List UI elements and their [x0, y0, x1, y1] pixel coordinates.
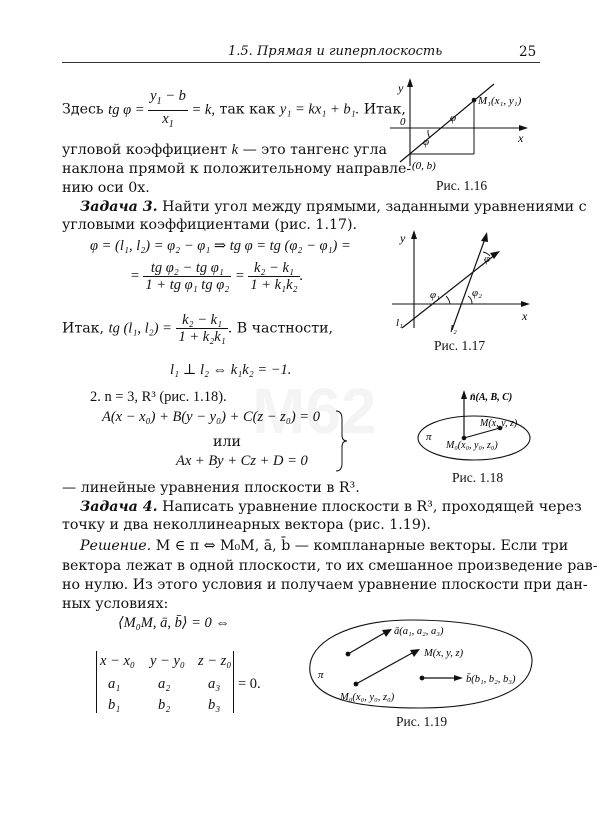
- page-number: 25: [519, 44, 537, 60]
- figure-1-18: [412, 386, 538, 468]
- fig117-line-l2: [452, 236, 486, 330]
- case2-eq-short: Ax + By + Cz + D = 0: [176, 453, 308, 469]
- task3-result-lhs: tg (l₁, l₂) =: [108, 320, 172, 337]
- task3-result-prefix: Итак,: [62, 320, 105, 337]
- block1-line4: нию оси 0x.: [62, 180, 150, 196]
- det-right-bar: [233, 651, 234, 713]
- fig117-y-arrow: [411, 230, 417, 239]
- fig116-label-m1: M₁(x₁, y₁): [478, 95, 522, 107]
- figure-1-19: [300, 612, 540, 714]
- case2-tail: — линейные уравнения плоскости в R³.: [62, 480, 360, 496]
- fig117-caption: Рис. 1.17: [434, 338, 486, 353]
- det-cell-0-1: y − y₀: [150, 653, 185, 669]
- solution-line2: вектора лежат в одной плоскости, то их смешанное произведение рав-: [62, 558, 598, 574]
- det-cell-2-0: b₁: [108, 697, 121, 713]
- fig119-label-a: ā(a₁, a₂, a₃): [394, 626, 444, 637]
- det-cell-2-2: b₃: [208, 697, 221, 713]
- block1-suffix: Итак,: [363, 101, 406, 118]
- block1-formula: tg φ = $\frac{y_1 - b}{x_1}$ = k,: [108, 102, 215, 118]
- task4-line2: точку и два неколлинеарных вектора (рис. 1.19).: [62, 517, 431, 533]
- det-cell-0-2: z − z₀: [198, 653, 232, 669]
- watermark: [252, 374, 377, 448]
- fig119-point-b-start: [420, 676, 425, 681]
- fig117-label-phi1: φ₁: [430, 289, 440, 301]
- fig116-caption: Рис. 1.16: [436, 178, 488, 193]
- fig118-label-m0: M₀(x₀, y₀, z₀): [446, 440, 498, 451]
- det-rhs: = 0.: [238, 676, 261, 692]
- fig117-label-l2: l₂: [450, 323, 457, 335]
- fig116-point-m1: [472, 98, 477, 103]
- fig118-label-n: n̄(A, B, C): [470, 392, 513, 403]
- block1-formula2: y₁ = kx₁ + b₁.: [279, 101, 360, 118]
- fig119-point-a-start: [346, 652, 351, 657]
- block1-line1: [62, 88, 406, 133]
- task3-frac1-den: 1 + tg φ₁ tg φ₂: [145, 277, 230, 293]
- fig119-vector-a: [348, 632, 386, 654]
- task3-frac1-num: tg φ₂ − tg φ₁: [143, 260, 231, 277]
- fig117-label-phi: φ: [484, 253, 491, 265]
- fig119-caption: Рис. 1.19: [396, 714, 448, 729]
- task3-label: Задача 3.: [80, 199, 158, 215]
- task4-label: Задача 4.: [80, 499, 158, 515]
- task3-frac2: [248, 260, 299, 293]
- det-cell-1-0: a₁: [108, 676, 121, 692]
- case2-or: или: [213, 434, 241, 450]
- task4-line1: [80, 497, 582, 517]
- case2-eq-general: A(x − x₀) + B(y − y₀) + C(z − z₀) = 0: [102, 409, 320, 425]
- fig119-label-m: M(x, y, z): [424, 648, 464, 659]
- block1-prefix: Здесь: [62, 101, 104, 118]
- fig116-label-b: (0, b): [412, 160, 436, 172]
- det-cell-1-1: a₂: [158, 676, 171, 692]
- det-left-bar: [96, 651, 97, 713]
- fig116-label-phi-bottom: φ: [423, 136, 430, 148]
- fig119-label-pi: π: [318, 669, 324, 681]
- det-cell-2-1: b₂: [158, 697, 171, 713]
- fig118-label-m: M(x, y, z): [480, 418, 518, 429]
- block1-fraction: $\frac{y_1 - b}{x_1}$: [150, 88, 186, 130]
- det-cell-1-2: a₃: [208, 676, 221, 692]
- figure-1-17: [388, 228, 538, 336]
- fig117-label-y: y: [400, 231, 406, 245]
- fig116-label-y: y: [398, 81, 404, 95]
- task4-text1: Написать уравнение плоскости в R³, проходящей через: [162, 499, 582, 515]
- det-cell-0-0: x − x₀: [100, 653, 135, 669]
- block1-line2: [62, 140, 387, 160]
- task3-eq1: φ = (l₁, l₂) = φ₂ − φ₁ ⇒ tg φ = tg (φ₂ − φ₁) =: [90, 238, 351, 254]
- task3-result-num: k₂ − k₁: [176, 312, 227, 329]
- solution-line3: но нулю. Из этого условия и получаем уравнение плоскости при дан-: [62, 577, 588, 593]
- task3-perp: l₁ ⊥ l₂ ⇔ k₁k₂ = −1.: [170, 362, 292, 378]
- fig118-normal-arrow: [461, 390, 467, 399]
- figure-1-16: [388, 78, 538, 178]
- task3-frac1: [143, 260, 231, 293]
- fig116-y-arrow: [407, 78, 413, 87]
- fig116-label-x: x: [518, 131, 524, 145]
- block1-line2-text: угловой коэффициент: [62, 142, 228, 158]
- case2-head: 2. n = 3, R³ (рис. 1.18).: [90, 389, 227, 405]
- fig119-vector-b-arrow: [454, 675, 463, 681]
- task3-result-frac: [176, 312, 227, 345]
- task3-line1: [80, 197, 587, 217]
- solution-line4: ных условиях:: [62, 596, 169, 612]
- solution-line1: [80, 536, 568, 556]
- header-rule: [62, 62, 540, 63]
- task3-frac2-num: k₂ − k₁: [248, 260, 299, 277]
- fig118-vector: [464, 428, 500, 438]
- task3-result-suffix: . В частности,: [227, 320, 334, 337]
- block1-k: k: [231, 142, 239, 158]
- fig117-arc1: [446, 296, 450, 304]
- task3-result-den: 1 + k₂k₁: [178, 329, 226, 345]
- block1-line3: наклона прямой к положительному направле-: [62, 161, 412, 177]
- fig117-label-x: x: [522, 309, 528, 323]
- fig117-l2-arrow: [481, 232, 488, 242]
- fig119-label-m0: M₀(x₀, y₀, z₀): [340, 692, 395, 703]
- fig117-label-phi2: φ₂: [472, 287, 482, 299]
- fig116-label-zero: 0: [400, 116, 406, 128]
- solution-mixed-product: ⟨M₀M, ā, b̄⟩ = 0 ⇔: [118, 615, 230, 631]
- task3-text1: Найти угол между прямыми, заданными уравнениями с: [162, 199, 587, 215]
- task3-result: [62, 312, 333, 345]
- fig119-vector-m0m: [356, 652, 414, 684]
- section-title: 1.5. Прямая и гиперплоскость: [228, 44, 443, 59]
- fig118-label-pi: π: [426, 431, 432, 443]
- block1-middle: так как: [219, 101, 276, 118]
- task3-line2: угловыми коэффициентами (рис. 1.17).: [62, 217, 358, 233]
- block1-line2-rest: — это тангенс угла: [242, 142, 387, 158]
- solution-label: Решение.: [80, 538, 152, 554]
- fig118-caption: Рис. 1.18: [452, 470, 504, 485]
- fig117-label-l1: l₁: [396, 317, 403, 329]
- fig119-point-m0: [354, 682, 359, 687]
- fig119-label-b: b̄(b₁, b₂, b₃): [466, 674, 516, 685]
- fig117-x-arrow: [521, 301, 530, 307]
- fig116-label-phi-top: φ: [450, 112, 457, 124]
- task3-frac2-den: 1 + k₁k₂: [250, 277, 298, 293]
- task3-eq2: = $\frac{\text{tg φ₂ − tg φ₁}}{\text{1 + tg φ₁ tg φ₂}}$ = $\frac{\text{k₂ − k₁}}{\text{1 + k₁k₂}}$ .: [130, 260, 304, 293]
- solution-text1: M ∈ π ⇔ M₀M, ā, b̄ — компланарные векторы. Если три: [155, 538, 569, 554]
